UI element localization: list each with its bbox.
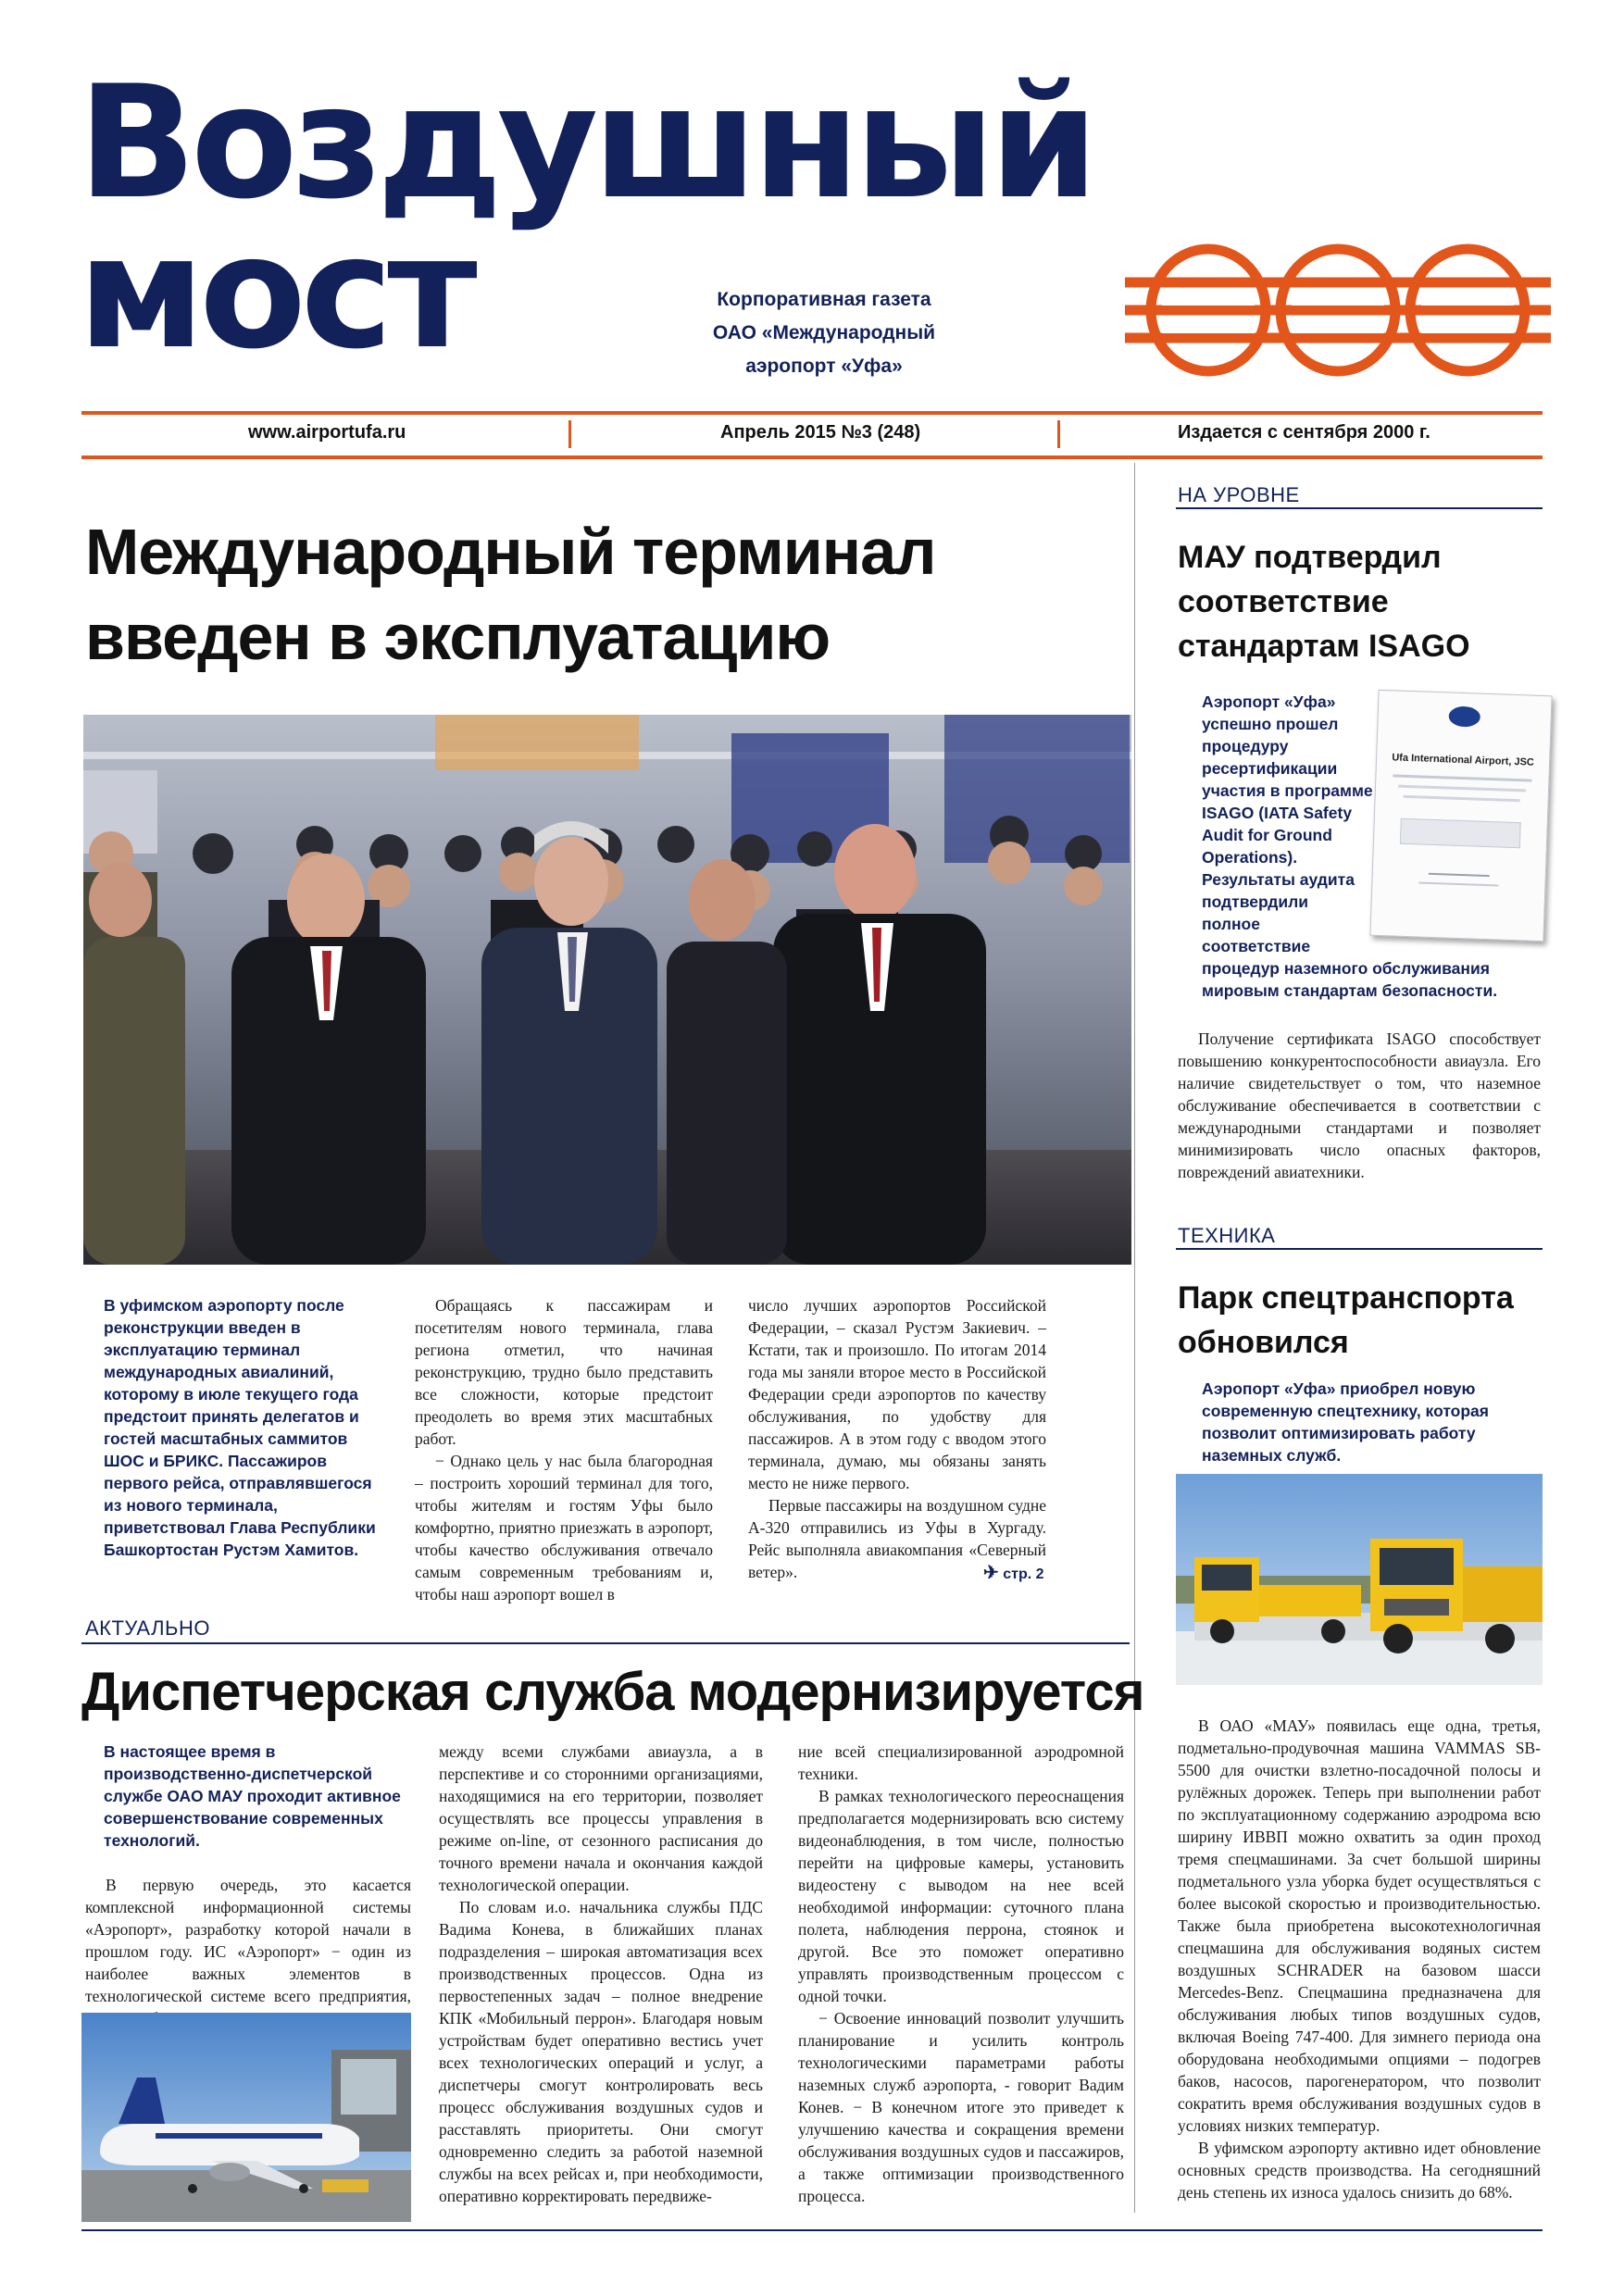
- isago-lead-line11: полное: [1202, 915, 1260, 933]
- isago-lead-line4: ресертификации: [1202, 759, 1338, 778]
- isago-lead-line7: Audit for Ground: [1202, 826, 1332, 844]
- isago-lead-line5: участия в программе: [1202, 781, 1373, 800]
- dispatch-col3-p0: ние всей специализированной аэродромной техники.: [798, 1742, 1124, 1783]
- masthead-title-line2: мост: [78, 202, 472, 383]
- airplane-icon: ✈: [983, 1563, 999, 1583]
- subtitle-line1: Корпоративная газета: [717, 289, 931, 310]
- masthead-top-rule: [81, 411, 1543, 415]
- isago-rule: [1176, 507, 1543, 509]
- aircraft-photo: [81, 2013, 411, 2222]
- vehicles-lead: Аэропорт «Уфа» приобрел новую современную спецтехнику, которая позволит оптимизировать работу наземных служб.: [1202, 1379, 1490, 1465]
- isago-body-p1: Получение сертификата ISAGO способствует повышению конкурентоспособности авиаузла. Его наличие свидетельствует о том, что наземное обслуживание обеспечивается в соответствии с международными стандартами и позволяет минимизировать число опасных факторов, повреждений авиатехники.: [1178, 1029, 1541, 1181]
- dispatch-col1: [85, 1741, 411, 2029]
- dispatch-col2-p2: По словам и.о. начальника службы ПДС Вадима Конева, в ближайших планах подразделения – широкая автоматизация всех производственных процессов. Одна из первостепенных задач – полное внедрение КПК «Мобильный перрон». Благодаря новым устройствам будет оперативно вестись учет всех технологических операций и услуг, а диспетчеры смогут контролировать весь процесс обслуживания воздушных судов и расставлять приоритеты. Они смогут одновременно следить за работой наземной службы на всех рейсах и, при необходимости, оперативно корректировать передвиже-: [439, 1898, 763, 2205]
- masthead-subtitle: [648, 283, 1000, 383]
- isago-headline: [1178, 535, 1539, 668]
- page-bottom-rule: [81, 2229, 1543, 2231]
- vehicles-headline-line2: обновился: [1178, 1325, 1349, 1360]
- main-lead: В уфимском аэропорту после реконструкции введен в эксплуатацию терминал международных авиалиний, которому в июле текущего года предстоит принять делегатов и гостей масштабных саммитов ШОС и БРИКС. Пассажиров первого рейса, отправлявшегося из нового терминала, приветствовал Глава Республики Башкортостан Рустэм Хамитов.: [104, 1296, 376, 1559]
- info-divider-2: [1057, 420, 1060, 448]
- main-headline-line2: введен в эксплуатацию: [85, 601, 831, 673]
- vehicles-body-p2: В уфимском аэропорту активно идет обновление основных средств производства. На сегодняшний день степень их износа удалось снизить до 68%.: [1178, 2139, 1541, 2202]
- cert-heading: Ufa International Airport, JSC: [1392, 752, 1535, 768]
- vehicles-headline: [1178, 1276, 1539, 1365]
- isago-certificate-image: [1369, 690, 1552, 942]
- isago-lead-line9: Результаты аудита: [1202, 870, 1355, 889]
- dispatch-col2: [439, 1741, 763, 2207]
- main-headline: [85, 509, 1131, 680]
- dispatch-col3-p2: − Освоение инноваций позволит улучшить планирование и усилить контроль технологическими параметрами работы наземных служб аэропорта, - говорит Вадим Конев. − В конечном итоге это приведет к улучшению качества и сокращения времени обслуживания воздушных судов и пассажиров, а также оптимизации производственного процесса.: [798, 2009, 1124, 2205]
- continued-label: стр. 2: [1003, 1566, 1044, 1582]
- sidebar-divider: [1134, 463, 1135, 2213]
- main-col3-p2: Первые пассажиры на воздушном судне А-320 отправились из Уфы в Хургаду. Рейс выполняла авиакомпания «Северный ветер».: [748, 1496, 1046, 1581]
- isago-lead-line1: Аэропорт «Уфа»: [1202, 693, 1336, 711]
- vehicles-photo: [1176, 1474, 1543, 1685]
- masthead-bottom-rule: [81, 455, 1543, 459]
- isago-body: [1178, 1028, 1541, 1183]
- isago-lead-line14: мировым стандартам безопасности.: [1202, 981, 1498, 1000]
- dispatch-kicker: АКТУАЛЬНО: [85, 1616, 210, 1640]
- isago-headline-line2: соответствие: [1178, 584, 1389, 619]
- iata-logo-icon: [1448, 705, 1480, 727]
- airport-logo-icon: [1120, 236, 1555, 384]
- subtitle-line2: ОАО «Международный: [712, 322, 936, 343]
- isago-kicker: НА УРОВНЕ: [1178, 483, 1300, 506]
- issue-info: Апрель 2015 №3 (248): [720, 422, 921, 443]
- isago-headline-line1: МАУ подтвердил: [1178, 540, 1442, 575]
- vehicles-kicker: ТЕХНИКА: [1178, 1224, 1276, 1247]
- continued-link[interactable]: [983, 1561, 1044, 1584]
- website-link[interactable]: www.airportufa.ru: [248, 422, 406, 443]
- main-headline-line1: Международный терминал: [85, 516, 936, 588]
- isago-lead-line13: процедур наземного обслуживания: [1202, 959, 1490, 978]
- vehicles-rule: [1176, 1248, 1543, 1250]
- subtitle-line3: аэропорт «Уфа»: [745, 356, 903, 377]
- masthead-title-line1: Воздушный: [78, 52, 1093, 233]
- main-col2-p1: Обращаясь к пассажирам и посетителям нового терминала, глава региона отметил, что начиная реконструкцию, трудно было представить все сложности, которые предстоит преодолеть во время этих масштабных работ.: [415, 1296, 713, 1448]
- isago-lead-line12: соответствие: [1202, 937, 1311, 955]
- isago-lead-line2: успешно прошел: [1202, 715, 1339, 733]
- isago-lead-line10: подтвердили: [1202, 892, 1308, 911]
- dispatch-col2-p1: между всеми службами авиаузла, а в перспективе и со сторонними организациями, находящимися на его территории, позволяет осуществлять все процессы управления в режиме on-line, от сезонного расписания до точного времени начала и окончания каждой технологической операции.: [439, 1742, 763, 1894]
- isago-headline-line3: стандартам ISAGO: [1178, 629, 1470, 664]
- info-divider-1: [568, 420, 571, 448]
- main-col3: [748, 1294, 1046, 1583]
- vehicles-body-p1: В ОАО «МАУ» появилась еще одна, третья, подметально-продувочная машина VAMMAS SB-5500 для очистки взлетно-посадочной полосы и рулёжных дорожек. Теперь при выполнении работ по эксплуатационному содержанию аэродрома всю ширину ИВВП можно охватить за один проход тремя спецмашинами. За счет большой ширины подметального узла уборка будет осуществляться с более высокой скоростью и производительностью. Также была приобретена высокотехнологичная спецмашина для обслуживания водяных систем воздушных SCHRADER на базовом шасси Mercedes-Benz. Спецмашина предназначена для обслуживания любых типов воздушных судов, включая Boeing 747-400. Для зимнего периода она оборудована необходимыми опциями – подогрев баков, насосов, парогенератором, что позволит сократить время обслуживания воздушных судов в условиях низких температур.: [1178, 1716, 1541, 2135]
- isago-lead-line3: процедуру: [1202, 737, 1289, 755]
- isago-lead-line8: Operations).: [1202, 848, 1298, 867]
- dispatch-col3-p1: В рамках технологического переоснащения предполагается модернизировать всю систему видеонаблюдения, в том числе, полностью перейти на цифровые камеры, установить видеостену с выводом на нее всей необходимой информации: суточного плана полета, наблюдения перрона, стоянок и другой. Все это поможет оперативно управлять производственным процессом с одной точки.: [798, 1787, 1124, 2005]
- dispatch-rule: [81, 1642, 1130, 1644]
- dispatch-col1-p1: В первую очередь, это касается комплексной информационной системы «Аэропорт», разработку которой начали в прошлом году. ИС «Аэропорт» − один из наиболее важных элементов в технологической системе всего предприятия,: [85, 1876, 411, 2005]
- dispatch-headline: Диспетчерская служба модернизируется: [81, 1662, 1144, 1722]
- main-col2-p2: − Однако цель у нас была благородная – построить хороший терминал для того, чтобы жителям и гостям Уфы было комфортно, приятно приезжать в аэропорт, чтобы качество обслуживания отвечало самым современным требованиям и, чтобы наш аэропорт вошел в: [415, 1452, 713, 1603]
- vehicles-headline-line1: Парк спецтранспорта: [1178, 1280, 1514, 1316]
- published-since: Издается с сентября 2000 г.: [1178, 422, 1430, 443]
- dispatch-lead: В настоящее время в производственно-диспетчерской службе ОАО МАУ проходит активное совершенствование современных технологий.: [104, 1742, 401, 1850]
- isago-lead-line6: ISAGO (IATA Safety: [1202, 804, 1353, 822]
- main-col2: [415, 1294, 713, 1605]
- terminal-opening-photo: [83, 715, 1131, 1265]
- main-col3-p1: число лучших аэропортов Российской Федерации, – сказал Рустэм Закиевич. – Кстати, так и произошло. По итогам 2014 года мы заняли второе место в Российской Федерации среди аэропортов по качеству обслуживания, по удобству для пассажиров. А в этом году с вводом этого терминала, думаю, мы обязаны занять место не ниже первого.: [748, 1296, 1046, 1492]
- vehicles-body: [1178, 1715, 1541, 2203]
- dispatch-col3: [798, 1741, 1124, 2207]
